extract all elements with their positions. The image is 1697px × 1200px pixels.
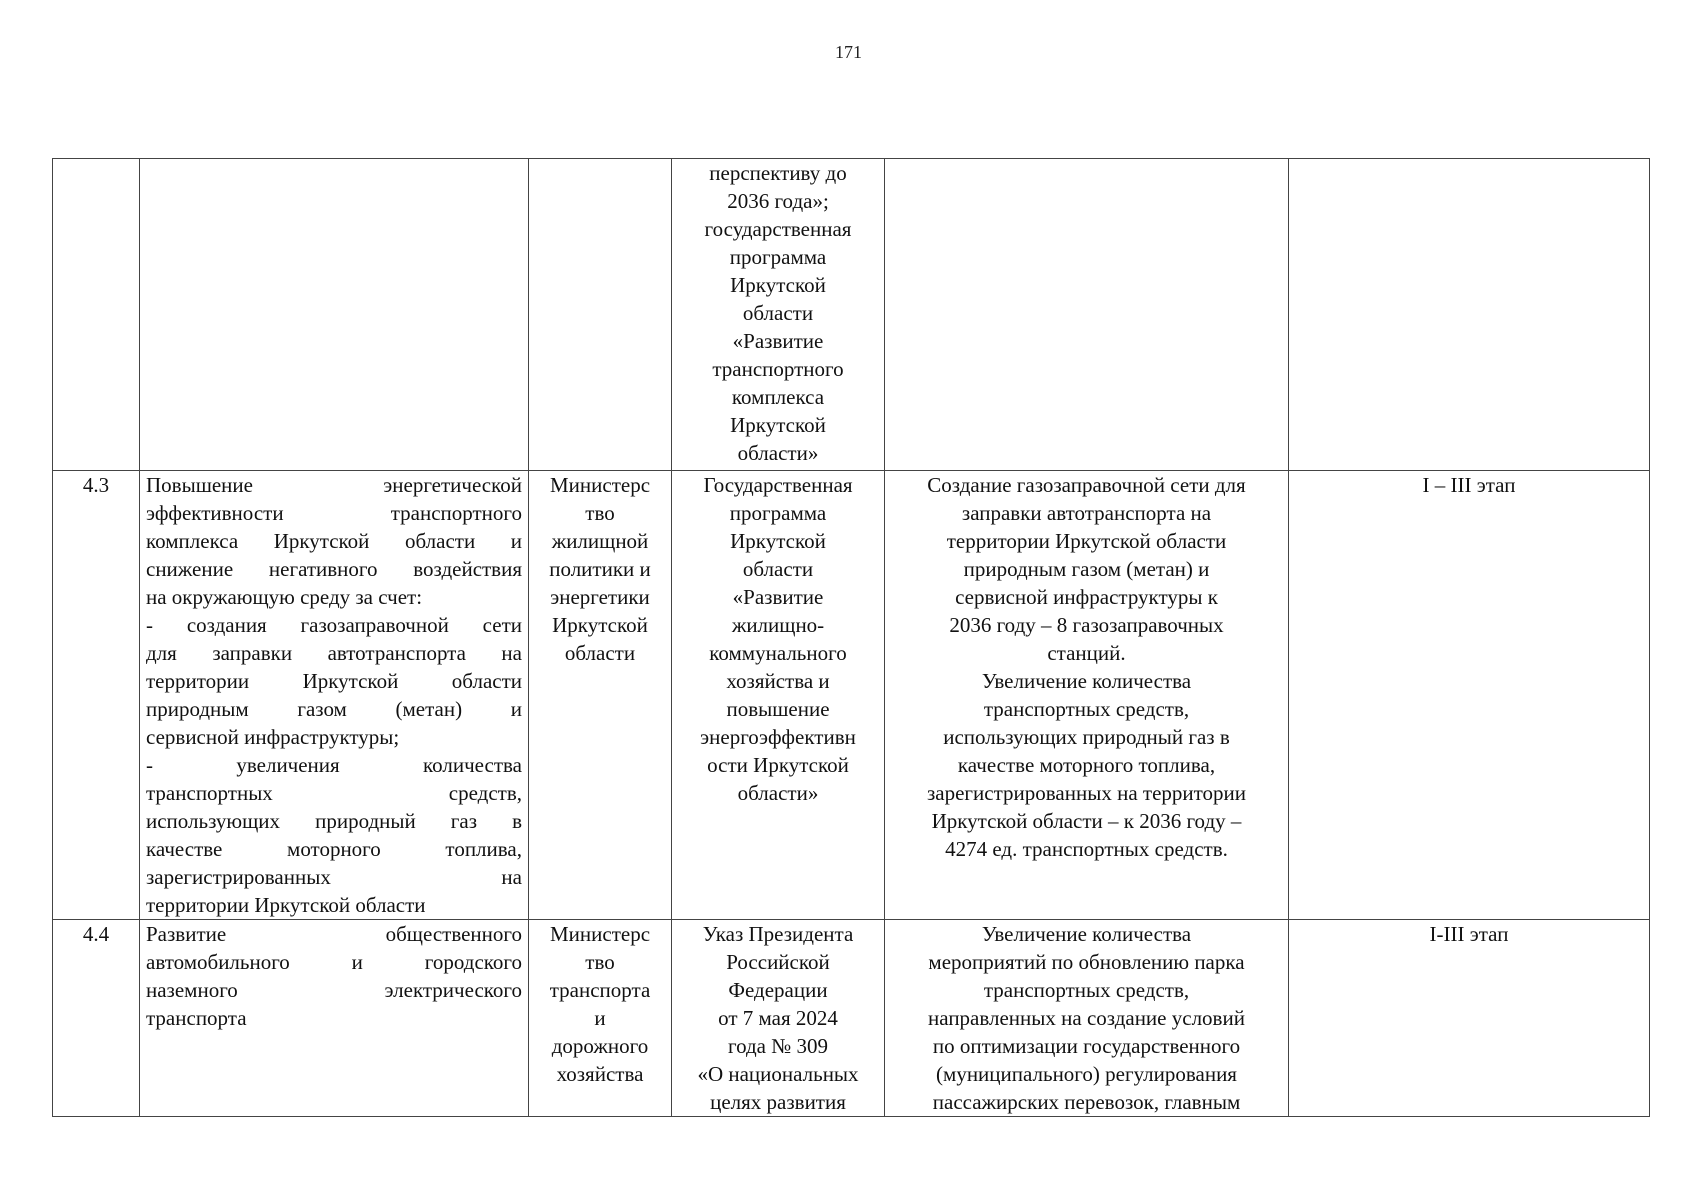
- executor-line: Министерс: [549, 922, 651, 946]
- document-line: Иркутской: [730, 273, 826, 297]
- measure-line: зарегистрированных на: [146, 865, 522, 889]
- document-line: Российской: [726, 950, 830, 974]
- result-line: качестве моторного топлива,: [957, 753, 1216, 777]
- measure-line: снижение негативного воздействия: [146, 557, 522, 581]
- measure-line: природным газом (метан) и: [146, 697, 522, 721]
- executor-line: тво: [585, 950, 615, 974]
- measure-line: автомобильного и городского: [146, 950, 522, 974]
- table-row: [53, 471, 1650, 920]
- document-line: комплекса: [731, 385, 825, 409]
- result-line: направленных на создание условий: [928, 1006, 1245, 1030]
- measure-cell: [140, 159, 529, 471]
- document-line: коммунального: [709, 641, 847, 665]
- measure-line: наземного электрического: [146, 978, 522, 1002]
- executor-line: дорожного: [551, 1034, 649, 1058]
- result-line: природным газом (метан) и: [963, 557, 1210, 581]
- result-line: территории Иркутской области: [946, 529, 1227, 553]
- document-line: ости Иркутской: [707, 753, 849, 777]
- result-line: сервисной инфраструктуры к: [955, 585, 1218, 609]
- document-line: «Развитие: [732, 585, 824, 609]
- result-cell: [885, 471, 1289, 920]
- result-line: станций.: [1047, 641, 1126, 665]
- executor-line: области: [564, 641, 636, 665]
- measure-line: Повышение энергетической: [146, 473, 522, 497]
- executor-line: и: [594, 1006, 606, 1030]
- document-line: области: [742, 301, 814, 325]
- executor-line: политики и: [549, 557, 651, 581]
- document-line: программа: [729, 501, 827, 525]
- executor-line: жилищной: [551, 529, 649, 553]
- document-line: Иркутской: [730, 413, 826, 437]
- measure-line: транспорта: [146, 1006, 247, 1030]
- document-line: жилищно-: [731, 613, 825, 637]
- result-cell: [885, 159, 1289, 471]
- measure-line: на окружающую среду за счет:: [146, 585, 423, 609]
- document-line: «Развитие: [732, 329, 824, 353]
- document-line: «О национальных: [697, 1062, 859, 1086]
- document-line: энергоэффективн: [700, 725, 856, 749]
- measure-line: территории Иркутской области: [146, 893, 426, 917]
- document-line: транспортного: [712, 357, 844, 381]
- document-line: Указ Президента: [702, 922, 854, 946]
- measure-line: комплекса Иркутской области и: [146, 529, 522, 553]
- executor-line: Иркутской: [552, 613, 648, 637]
- result-line: Создание газозаправочной сети для: [927, 473, 1246, 497]
- document-line: года № 309: [727, 1034, 829, 1058]
- executor-line: тво: [585, 501, 615, 525]
- table-row: [53, 920, 1650, 1117]
- measure-line: сервисной инфраструктуры;: [146, 725, 400, 749]
- result-line: по оптимизации государственного: [932, 1034, 1241, 1058]
- result-line: Иркутской области – к 2036 году –: [931, 809, 1242, 833]
- executor-cell: [529, 920, 672, 1117]
- document-line: 2036 года»;: [727, 189, 829, 213]
- result-line: 4274 ед. транспортных средств.: [945, 837, 1228, 861]
- document-line: Иркутской: [730, 529, 826, 553]
- document-line: Государственная: [703, 473, 853, 497]
- measure-line: территории Иркутской области: [146, 669, 522, 693]
- document-cell: [672, 471, 885, 920]
- measure-line: для заправки автотранспорта на: [146, 641, 522, 665]
- row-number-cell: 4.3: [53, 471, 140, 920]
- result-cell: [885, 920, 1289, 1117]
- page-number: 171: [835, 42, 862, 62]
- document-line: повышение: [726, 697, 830, 721]
- table-row: [53, 159, 1650, 471]
- stage-cell: I – III этап: [1289, 471, 1650, 920]
- stage-cell: [1289, 159, 1650, 471]
- measure-line: - создания газозаправочной сети: [146, 613, 522, 637]
- result-line: (муниципального) регулирования: [936, 1062, 1237, 1086]
- document-line: государственная: [704, 217, 852, 241]
- document-line: целях развития: [710, 1090, 846, 1114]
- measures-table: [52, 158, 1650, 1117]
- measure-cell: [140, 471, 529, 920]
- document-line: программа: [729, 245, 827, 269]
- document-cell: [672, 159, 885, 471]
- result-line: транспортных средств,: [983, 978, 1190, 1002]
- measure-line: использующих природный газ в: [146, 809, 522, 833]
- result-line: 2036 году – 8 газозаправочных: [949, 613, 1224, 637]
- document-cell: [672, 920, 885, 1117]
- measure-line: - увеличения количества: [146, 753, 522, 777]
- executor-line: транспорта: [549, 978, 651, 1002]
- executor-cell: [529, 159, 672, 471]
- result-line: заправки автотранспорта на: [961, 501, 1212, 525]
- result-line: транспортных средств,: [983, 697, 1190, 721]
- row-number-cell: 4.4: [53, 920, 140, 1117]
- executor-cell: [529, 471, 672, 920]
- document-line: хозяйства и: [726, 669, 830, 693]
- document-line: от 7 мая 2024: [718, 1006, 838, 1030]
- executor-line: энергетики: [550, 585, 650, 609]
- document-line: Федерации: [728, 978, 828, 1002]
- measure-cell: [140, 920, 529, 1117]
- executor-line: Министерс: [549, 473, 651, 497]
- document-line: области: [742, 557, 814, 581]
- result-line: мероприятий по обновлению парка: [928, 950, 1245, 974]
- row-number-cell: [53, 159, 140, 471]
- measure-line: транспортных средств,: [146, 781, 522, 805]
- measure-line: качестве моторного топлива,: [146, 837, 522, 861]
- document-line: области»: [737, 441, 819, 465]
- measure-line: эффективности транспортного: [146, 501, 522, 525]
- result-line: зарегистрированных на территории: [927, 781, 1246, 805]
- executor-line: хозяйства: [556, 1062, 644, 1086]
- document-line: перспективу до: [709, 161, 847, 185]
- result-line: Увеличение количества: [981, 922, 1192, 946]
- document-line: области»: [737, 781, 819, 805]
- result-line: Увеличение количества: [981, 669, 1192, 693]
- result-line: использующих природный газ в: [943, 725, 1230, 749]
- stage-cell: I-III этап: [1289, 920, 1650, 1117]
- measure-line: Развитие общественного: [146, 922, 522, 946]
- result-line: пассажирских перевозок, главным: [932, 1090, 1241, 1114]
